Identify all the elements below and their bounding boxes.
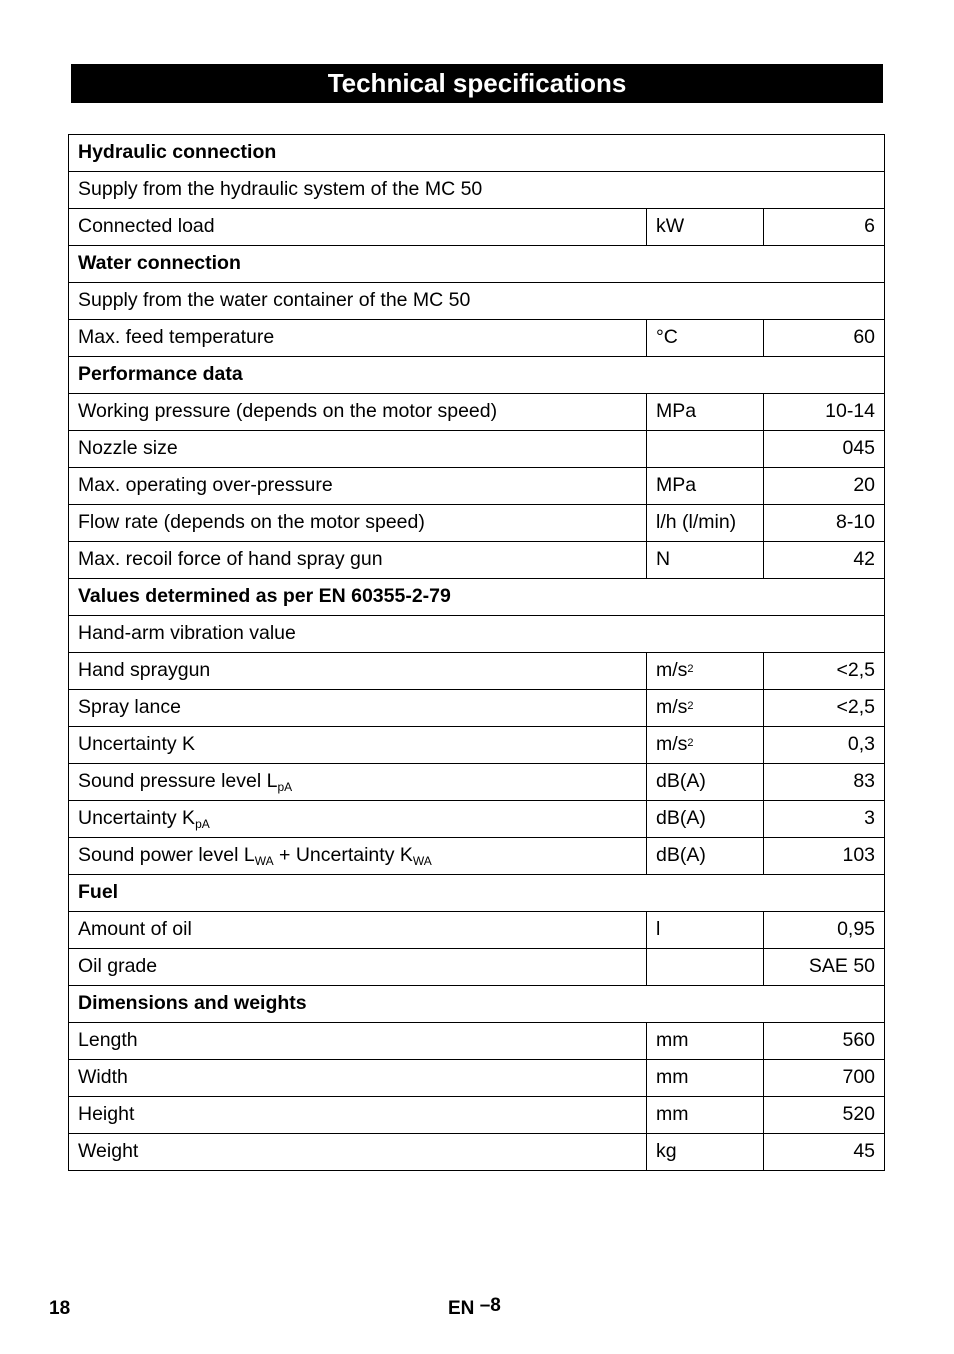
spec-value: 83 — [764, 764, 885, 801]
spec-value: 20 — [764, 468, 885, 505]
section-heading-row — [69, 875, 885, 912]
spec-unit-text: dB(A) — [656, 770, 706, 793]
spec-label-subscript: pA — [277, 779, 293, 794]
table-row — [69, 801, 885, 838]
spec-unit — [647, 505, 764, 542]
spec-unit — [647, 801, 764, 838]
spec-label — [69, 209, 647, 246]
spec-label-text: Working pressure (depends on the motor speed) — [78, 400, 498, 423]
section-heading: Performance data — [69, 357, 885, 394]
spec-unit — [647, 653, 764, 690]
table-row — [69, 653, 885, 690]
section-heading-row — [69, 357, 885, 394]
spec-value: <2,5 — [764, 690, 885, 727]
spec-label-text: Max. feed temperature — [78, 326, 275, 349]
spec-label — [69, 1134, 647, 1171]
spec-unit-text: kW — [656, 215, 685, 238]
spec-label-text: Uncertainty K — [78, 733, 196, 756]
section-heading: Values determined as per EN 60355-2-79 — [69, 579, 885, 616]
spec-label-text: Nozzle size — [78, 437, 178, 460]
spec-value: <2,5 — [764, 653, 885, 690]
spec-unit — [647, 1097, 764, 1134]
spec-unit-superscript: 2 — [687, 737, 694, 750]
spec-unit — [647, 1060, 764, 1097]
spec-label-text-cont: + Uncertainty K — [273, 843, 413, 866]
table-row — [69, 1134, 885, 1171]
spec-unit-text: mm — [656, 1103, 689, 1126]
spec-label — [69, 838, 647, 875]
section-heading-row — [69, 579, 885, 616]
spec-label-text: Spray lance — [78, 696, 181, 719]
spec-label — [69, 801, 647, 838]
table-row — [69, 616, 885, 653]
table-row — [69, 1097, 885, 1134]
spec-label — [69, 727, 647, 764]
spec-value: 045 — [764, 431, 885, 468]
section-heading: Water connection — [69, 246, 885, 283]
spec-unit — [647, 468, 764, 505]
spec-value: 3 — [764, 801, 885, 838]
spec-label-subscript: WA — [412, 853, 432, 868]
spec-label-text: Uncertainty K — [78, 806, 196, 829]
table-row — [69, 838, 885, 875]
spec-label — [69, 1097, 647, 1134]
spec-value: SAE 50 — [764, 949, 885, 986]
spec-label — [69, 505, 647, 542]
spec-label-text: Hand spraygun — [78, 659, 211, 682]
spec-unit-superscript: 2 — [687, 700, 694, 713]
spec-value: 0,95 — [764, 912, 885, 949]
footer-page-code — [448, 1295, 501, 1320]
spec-label-text: Oil grade — [78, 955, 158, 978]
spec-label — [69, 764, 647, 801]
spec-unit-text: N — [656, 548, 671, 571]
spec-label-text: Weight — [78, 1140, 139, 1163]
spec-label — [69, 172, 885, 209]
spec-value: 60 — [764, 320, 885, 357]
spec-unit — [647, 431, 764, 468]
spec-unit-text: m/s — [656, 696, 688, 719]
section-heading: Fuel — [69, 875, 885, 912]
spec-label — [69, 468, 647, 505]
spec-label — [69, 690, 647, 727]
spec-label-text: Supply from the hydraulic system of the MC 50 — [78, 178, 483, 201]
footer-separator: – — [479, 1295, 491, 1316]
spec-unit-text: dB(A) — [656, 807, 706, 830]
spec-label-subscript: pA — [195, 816, 210, 831]
spec-label-text: Sound power level L — [78, 843, 255, 866]
table-row — [69, 1060, 885, 1097]
spec-unit — [647, 320, 764, 357]
table-row — [69, 949, 885, 986]
spec-unit-text: l — [656, 918, 661, 941]
spec-unit-text: dB(A) — [656, 844, 706, 867]
spec-unit-text: l/h (l/min) — [656, 511, 737, 534]
spec-label — [69, 653, 647, 690]
spec-value: 0,3 — [764, 727, 885, 764]
spec-unit-superscript: 2 — [687, 663, 694, 676]
spec-label — [69, 912, 647, 949]
spec-unit — [647, 1023, 764, 1060]
spec-value: 560 — [764, 1023, 885, 1060]
spec-unit — [647, 394, 764, 431]
section-heading: Dimensions and weights — [69, 986, 885, 1023]
spec-label — [69, 949, 647, 986]
spec-unit — [647, 727, 764, 764]
spec-label-text: Height — [78, 1103, 135, 1126]
spec-label — [69, 283, 885, 320]
footer-language: EN — [448, 1298, 475, 1319]
spec-value: 103 — [764, 838, 885, 875]
spec-unit — [647, 542, 764, 579]
table-row — [69, 209, 885, 246]
spec-unit — [647, 764, 764, 801]
spec-label — [69, 320, 647, 357]
spec-unit — [647, 209, 764, 246]
spec-value: 42 — [764, 542, 885, 579]
spec-value: 45 — [764, 1134, 885, 1171]
table-row — [69, 505, 885, 542]
spec-unit — [647, 1134, 764, 1171]
spec-unit — [647, 690, 764, 727]
footer-section-page: 8 — [490, 1295, 501, 1316]
table-row — [69, 320, 885, 357]
page-title-text: Technical specifications — [327, 68, 627, 98]
spec-unit-text: m/s — [656, 659, 688, 682]
spec-unit-text: mm — [656, 1066, 689, 1089]
spec-value: 8-10 — [764, 505, 885, 542]
spec-value: 6 — [764, 209, 885, 246]
spec-unit-text: °C — [656, 326, 678, 349]
spec-label-text: Connected load — [78, 215, 215, 238]
spec-label — [69, 394, 647, 431]
spec-label-text: Hand-arm vibration value — [78, 622, 296, 645]
spec-unit — [647, 838, 764, 875]
spec-unit-text: kg — [656, 1140, 677, 1163]
spec-value: 520 — [764, 1097, 885, 1134]
spec-label-subscript: WA — [254, 853, 274, 868]
spec-unit-text: m/s — [656, 733, 688, 756]
spec-unit-text: MPa — [656, 474, 697, 497]
page-number: 18 — [49, 1298, 71, 1319]
table-row — [69, 172, 885, 209]
table-row — [69, 764, 885, 801]
spec-unit-text: MPa — [656, 400, 697, 423]
spec-unit-text: mm — [656, 1029, 689, 1052]
spec-label — [69, 431, 647, 468]
spec-label-text: Sound pressure level L — [78, 769, 278, 792]
spec-label-text: Width — [78, 1066, 128, 1089]
specifications-table — [68, 134, 885, 1171]
spec-label-text: Length — [78, 1029, 138, 1052]
spec-label — [69, 542, 647, 579]
spec-label-text: Max. recoil force of hand spray gun — [78, 548, 383, 571]
table-row — [69, 912, 885, 949]
table-row — [69, 468, 885, 505]
section-heading: Hydraulic connection — [69, 135, 885, 172]
page-title — [71, 64, 883, 103]
spec-unit — [647, 949, 764, 986]
spec-label-text: Max. operating over-pressure — [78, 474, 333, 497]
section-heading-row — [69, 986, 885, 1023]
spec-label-text: Amount of oil — [78, 918, 192, 941]
spec-label — [69, 616, 885, 653]
table-row — [69, 283, 885, 320]
section-heading-row — [69, 135, 885, 172]
table-row — [69, 431, 885, 468]
table-row — [69, 1023, 885, 1060]
spec-label — [69, 1023, 647, 1060]
table-row — [69, 394, 885, 431]
table-row — [69, 727, 885, 764]
spec-label-text: Supply from the water container of the MC 50 — [78, 289, 471, 312]
spec-label-text: Flow rate (depends on the motor speed) — [78, 511, 425, 534]
spec-unit — [647, 912, 764, 949]
spec-value: 10-14 — [764, 394, 885, 431]
table-row — [69, 542, 885, 579]
spec-label — [69, 1060, 647, 1097]
table-row — [69, 690, 885, 727]
section-heading-row — [69, 246, 885, 283]
spec-value: 700 — [764, 1060, 885, 1097]
